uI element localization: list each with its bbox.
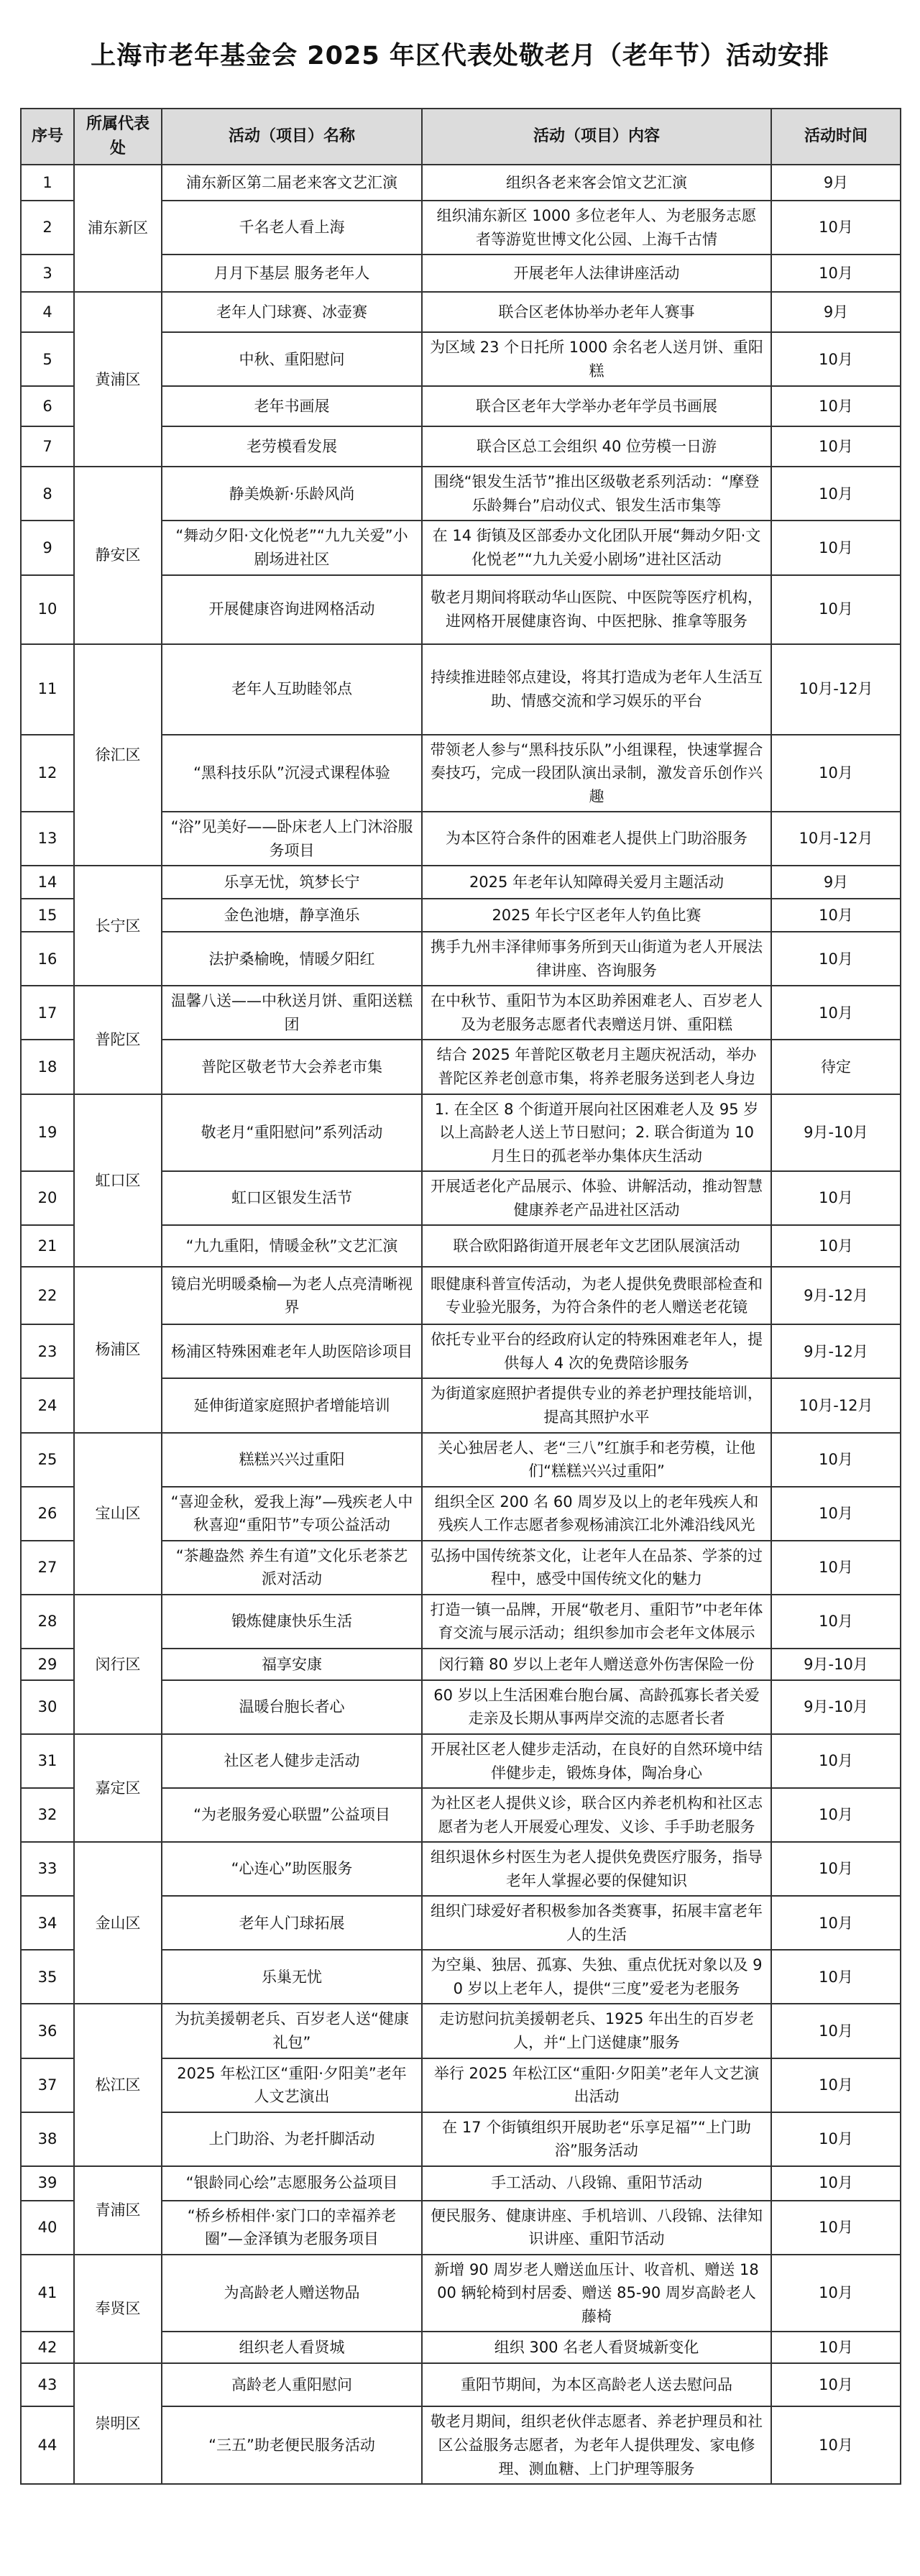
- activity-content: 敬老月期间将联动华山医院、中医院等医疗机构，进网格开展健康咨询、中医把脉、推拿等服务: [422, 575, 771, 644]
- table-row: [21, 1433, 901, 1487]
- activity-name: 延伸街道家庭照护者增能培训: [162, 1378, 422, 1432]
- activity-name: 温馨八送——中秋送月饼、重阳送糕团: [162, 986, 422, 1040]
- activity-name: 浦东新区第二届老来客文艺汇演: [162, 165, 422, 201]
- district-cell: 嘉定区: [74, 1734, 162, 1842]
- district-cell: 崇明区: [74, 2363, 162, 2484]
- activity-content: 为区域 23 个日托所 1000 余名老人送月饼、重阳糕: [422, 332, 771, 386]
- row-number: 16: [21, 932, 74, 986]
- activity-content: 举行 2025 年松江区“重阳·夕阳美”老年人文艺演出活动: [422, 2058, 771, 2112]
- activity-time: 10月: [771, 986, 901, 1040]
- activity-content: 为社区老人提供义诊，联合区内养老机构和社区志愿者为老人开展爱心理发、义诊、手手助老服务: [422, 1788, 771, 1842]
- activity-content: 携手九州丰泽律师事务所到天山街道为老人开展法律讲座、咨询服务: [422, 932, 771, 986]
- district-cell: 宝山区: [74, 1433, 162, 1595]
- activity-name: “为老服务爱心联盟”公益项目: [162, 1788, 422, 1842]
- row-number: 26: [21, 1487, 74, 1541]
- activity-time: 10月: [771, 332, 901, 386]
- activity-name: “舞动夕阳·文化悦老”“九九关爱”小剧场进社区: [162, 521, 422, 574]
- activity-time: 10月: [771, 899, 901, 932]
- table-row: [21, 1595, 901, 1649]
- activity-content: 眼健康科普宣传活动，为老人提供免费眼部检查和专业验光服务，为符合条件的老人赠送老花镜: [422, 1267, 771, 1324]
- activity-time: 10月: [771, 386, 901, 426]
- row-number: 29: [21, 1649, 74, 1680]
- activity-name: “桥乡桥相伴·家门口的幸福养老圈”—金泽镇为老服务项目: [162, 2201, 422, 2255]
- activity-content: 结合 2025 年普陀区敬老月主题庆祝活动，举办普陀区养老创意市集，将养老服务送到老人身边: [422, 1040, 771, 1094]
- activity-content: 弘扬中国传统茶文化，让老年人在品茶、学茶的过程中，感受中国传统文化的魅力: [422, 1541, 771, 1595]
- activity-content: 开展社区老人健步走活动，在良好的自然环境中结伴健步走，锻炼身体，陶冶身心: [422, 1734, 771, 1788]
- row-number: 40: [21, 2201, 74, 2255]
- activity-name: 温暖台胞长者心: [162, 1680, 422, 1734]
- activity-content: 关心独居老人、老“三八”红旗手和老劳模，让他们“糕糕兴兴过重阳”: [422, 1433, 771, 1487]
- activity-name: 敬老月“重阳慰问”系列活动: [162, 1094, 422, 1172]
- row-number: 37: [21, 2058, 74, 2112]
- activity-name: 老年人门球赛、冰壶赛: [162, 292, 422, 332]
- activity-name: “浴”见美好——卧床老人上门沐浴服务项目: [162, 812, 422, 866]
- row-number: 8: [21, 467, 74, 521]
- activity-name: 月月下基层 服务老年人: [162, 255, 422, 292]
- activity-name: “黑科技乐队”沉浸式课程体验: [162, 735, 422, 812]
- row-number: 25: [21, 1433, 74, 1487]
- row-number: 4: [21, 292, 74, 332]
- table-body: [21, 165, 901, 2484]
- district-cell: 长宁区: [74, 866, 162, 986]
- activity-name: 老劳模看发展: [162, 426, 422, 467]
- activity-content: 组织浦东新区 1000 多位老年人、为老服务志愿者等游览世博文化公园、上海千古情: [422, 201, 771, 255]
- activity-name: 普陀区敬老节大会养老市集: [162, 1040, 422, 1094]
- row-number: 9: [21, 521, 74, 574]
- activity-content: 新增 90 周岁老人赠送血压计、收音机、赠送 1800 辆轮椅到村居委、赠送 85-90 周岁高龄老人藤椅: [422, 2255, 771, 2332]
- activity-time: 9月-10月: [771, 1094, 901, 1172]
- district-cell: 杨浦区: [74, 1267, 162, 1432]
- table-row: [21, 292, 901, 332]
- table-row: [21, 1094, 901, 1172]
- activity-time: 9月-12月: [771, 1267, 901, 1324]
- activity-name: 糕糕兴兴过重阳: [162, 1433, 422, 1487]
- activity-content: 在 14 街镇及区部委办文化团队开展“舞动夕阳·文化悦老”“九九关爱小剧场”进社区活动: [422, 521, 771, 574]
- activity-time: 10月: [771, 1896, 901, 1950]
- district-cell: 普陀区: [74, 986, 162, 1094]
- row-number: 13: [21, 812, 74, 866]
- activity-time: 10月: [771, 2112, 901, 2166]
- district-cell: 虹口区: [74, 1094, 162, 1268]
- activity-time: 10月: [771, 2332, 901, 2363]
- row-number: 22: [21, 1267, 74, 1324]
- row-number: 41: [21, 2255, 74, 2332]
- activity-time: 10月: [771, 1433, 901, 1487]
- activity-name: 开展健康咨询进网格活动: [162, 575, 422, 644]
- row-number: 43: [21, 2363, 74, 2406]
- row-number: 24: [21, 1378, 74, 1432]
- activity-content: 联合区老体协举办老年人赛事: [422, 292, 771, 332]
- activity-name: 为高龄老人赠送物品: [162, 2255, 422, 2332]
- activity-content: 重阳节期间，为本区高龄老人送去慰问品: [422, 2363, 771, 2406]
- row-number: 18: [21, 1040, 74, 1094]
- activity-content: 2025 年老年认知障碍关爱月主题活动: [422, 866, 771, 899]
- activity-time: 10月: [771, 2058, 901, 2112]
- activity-time: 10月: [771, 1734, 901, 1788]
- activity-name: 虹口区银发生活节: [162, 1171, 422, 1225]
- activity-content: 为本区符合条件的困难老人提供上门助浴服务: [422, 812, 771, 866]
- row-number: 7: [21, 426, 74, 467]
- schedule-table: [20, 108, 901, 2485]
- activity-time: 9月-10月: [771, 1680, 901, 1734]
- header-activity-content: 活动（项目）内容: [422, 109, 771, 165]
- activity-content: 在 17 个街镇组织开展助老“乐享足福”“上门助浴”服务活动: [422, 2112, 771, 2166]
- district-cell: 松江区: [74, 2004, 162, 2165]
- activity-content: 60 岁以上生活困难台胞台属、高龄孤寡长者关爱走亲及长期从事两岸交流的志愿者长者: [422, 1680, 771, 1734]
- activity-name: 老年人门球拓展: [162, 1896, 422, 1950]
- activity-content: 1. 在全区 8 个街道开展向社区困难老人及 95 岁以上高龄老人送上节日慰问；2. 联合街道为 10 月生日的孤老举办集体庆生活动: [422, 1094, 771, 1172]
- activity-name: “心连心”助医服务: [162, 1842, 422, 1896]
- row-number: 32: [21, 1788, 74, 1842]
- district-cell: 青浦区: [74, 2166, 162, 2255]
- activity-time: 10月: [771, 521, 901, 574]
- activity-time: 10月: [771, 932, 901, 986]
- activity-time: 10月: [771, 255, 901, 292]
- activity-time: 10月: [771, 2363, 901, 2406]
- activity-content: 开展适老化产品展示、体验、讲解活动，推动智慧健康养老产品进社区活动: [422, 1171, 771, 1225]
- activity-time: 9月: [771, 292, 901, 332]
- activity-name: 组织老人看贤城: [162, 2332, 422, 2363]
- row-number: 6: [21, 386, 74, 426]
- activity-name: 福享安康: [162, 1649, 422, 1680]
- table-row: [21, 165, 901, 201]
- activity-name: 2025 年松江区“重阳·夕阳美”老年人文艺演出: [162, 2058, 422, 2112]
- activity-time: 10月: [771, 2004, 901, 2058]
- table-row: [21, 1734, 901, 1788]
- table-row: [21, 2004, 901, 2058]
- activity-time: 10月: [771, 1950, 901, 2004]
- row-number: 20: [21, 1171, 74, 1225]
- activity-content: 持续推进睦邻点建设，将其打造成为老年人生活互助、情感交流和学习娱乐的平台: [422, 644, 771, 735]
- activity-name: 乐巢无忧: [162, 1950, 422, 2004]
- activity-content: 组织全区 200 名 60 周岁及以上的老年残疾人和残疾人工作志愿者参观杨浦滨江北外滩沿线风光: [422, 1487, 771, 1541]
- row-number: 42: [21, 2332, 74, 2363]
- activity-time: 10月: [771, 735, 901, 812]
- activity-time: 10月: [771, 2166, 901, 2201]
- activity-name: “银龄同心绘”志愿服务公益项目: [162, 2166, 422, 2201]
- activity-name: 静美焕新·乐龄风尚: [162, 467, 422, 521]
- activity-time: 9月-10月: [771, 1649, 901, 1680]
- header-no: 序号: [21, 109, 74, 165]
- row-number: 2: [21, 201, 74, 255]
- activity-name: 为抗美援朝老兵、百岁老人送“健康礼包”: [162, 2004, 422, 2058]
- row-number: 10: [21, 575, 74, 644]
- activity-name: “喜迎金秋，爱我上海”—残疾老人中秋喜迎“重阳节”专项公益活动: [162, 1487, 422, 1541]
- header-activity-name: 活动（项目）名称: [162, 109, 422, 165]
- activity-name: 镜启光明暖桑榆—为老人点亮清晰视界: [162, 1267, 422, 1324]
- activity-content: 便民服务、健康讲座、手机培训、八段锦、法律知识讲座、重阳节活动: [422, 2201, 771, 2255]
- row-number: 30: [21, 1680, 74, 1734]
- activity-time: 10月: [771, 201, 901, 255]
- activity-time: 10月: [771, 575, 901, 644]
- activity-time: 9月: [771, 165, 901, 201]
- district-cell: 静安区: [74, 467, 162, 643]
- activity-name: 社区老人健步走活动: [162, 1734, 422, 1788]
- activity-time: 10月: [771, 1788, 901, 1842]
- row-number: 27: [21, 1541, 74, 1595]
- activity-name: 乐享无忧，筑梦长宁: [162, 866, 422, 899]
- activity-time: 10月: [771, 467, 901, 521]
- activity-time: 10月-12月: [771, 1378, 901, 1432]
- activity-content: 打造一镇一品牌，开展“敬老月、重阳节”中老年体育交流与展示活动；组织参加市会老年文体展示: [422, 1595, 771, 1649]
- activity-name: 上门助浴、为老扦脚活动: [162, 2112, 422, 2166]
- activity-name: 金色池塘，静享渔乐: [162, 899, 422, 932]
- row-number: 38: [21, 2112, 74, 2166]
- activity-time: 10月: [771, 2406, 901, 2484]
- row-number: 34: [21, 1896, 74, 1950]
- activity-time: 10月: [771, 1842, 901, 1896]
- activity-content: 联合欧阳路街道开展老年文艺团队展演活动: [422, 1225, 771, 1267]
- activity-time: 9月-12月: [771, 1324, 901, 1378]
- activity-time: 9月: [771, 866, 901, 899]
- table-header-row: [21, 109, 901, 165]
- activity-time: 10月: [771, 2255, 901, 2332]
- activity-time: 10月: [771, 2201, 901, 2255]
- activity-time: 10月: [771, 1595, 901, 1649]
- activity-content: 为街道家庭照护者提供专业的养老护理技能培训，提高其照护水平: [422, 1378, 771, 1432]
- activity-name: 高龄老人重阳慰问: [162, 2363, 422, 2406]
- activity-content: 联合区总工会组织 40 位劳模一日游: [422, 426, 771, 467]
- activity-content: 手工活动、八段锦、重阳节活动: [422, 2166, 771, 2201]
- row-number: 15: [21, 899, 74, 932]
- activity-name: “茶趣盎然 养生有道”文化乐老茶艺派对活动: [162, 1541, 422, 1595]
- activity-name: 老年书画展: [162, 386, 422, 426]
- table-row: [21, 2255, 901, 2332]
- district-cell: 金山区: [74, 1842, 162, 2004]
- activity-name: 老年人互助睦邻点: [162, 644, 422, 735]
- row-number: 5: [21, 332, 74, 386]
- district-cell: 徐汇区: [74, 644, 162, 866]
- row-number: 1: [21, 165, 74, 201]
- activity-time: 10月-12月: [771, 812, 901, 866]
- row-number: 28: [21, 1595, 74, 1649]
- activity-time: 10月: [771, 1171, 901, 1225]
- row-number: 39: [21, 2166, 74, 2201]
- row-number: 3: [21, 255, 74, 292]
- district-cell: 奉贤区: [74, 2255, 162, 2364]
- district-cell: 浦东新区: [74, 165, 162, 292]
- header-activity-time: 活动时间: [771, 109, 901, 165]
- table-row: [21, 1842, 901, 1896]
- activity-content: 闵行籍 80 岁以上老年人赠送意外伤害保险一份: [422, 1649, 771, 1680]
- row-number: 17: [21, 986, 74, 1040]
- row-number: 21: [21, 1225, 74, 1267]
- district-cell: 黄浦区: [74, 292, 162, 467]
- row-number: 12: [21, 735, 74, 812]
- activity-content: 组织 300 名老人看贤城新变化: [422, 2332, 771, 2363]
- activity-content: 联合区老年大学举办老年学员书画展: [422, 386, 771, 426]
- activity-content: 走访慰问抗美援朝老兵、1925 年出生的百岁老人，并“上门送健康”服务: [422, 2004, 771, 2058]
- header-district: 所属代表处: [74, 109, 162, 165]
- activity-time: 10月: [771, 426, 901, 467]
- activity-name: 千名老人看上海: [162, 201, 422, 255]
- row-number: 35: [21, 1950, 74, 2004]
- table-row: [21, 644, 901, 735]
- row-number: 11: [21, 644, 74, 735]
- activity-name: “三五”助老便民服务活动: [162, 2406, 422, 2484]
- activity-name: “九九重阳，情暖金秋”文艺汇演: [162, 1225, 422, 1267]
- activity-time: 10月: [771, 1541, 901, 1595]
- table-row: [21, 1267, 901, 1324]
- row-number: 14: [21, 866, 74, 899]
- table-row: [21, 467, 901, 521]
- activity-content: 组织退休乡村医生为老人提供免费医疗服务，指导老年人掌握必要的保健知识: [422, 1842, 771, 1896]
- activity-time: 10月: [771, 1487, 901, 1541]
- document-title: 上海市老年基金会 2025 年区代表处敬老月（老年节）活动安排: [91, 42, 829, 70]
- activity-content: 组织各老来客会馆文艺汇演: [422, 165, 771, 201]
- activity-content: 依托专业平台的经政府认定的特殊困难老年人，提供每人 4 次的免费陪诊服务: [422, 1324, 771, 1378]
- activity-time: 10月-12月: [771, 644, 901, 735]
- activity-content: 带领老人参与“黑科技乐队”小组课程，快速掌握合奏技巧，完成一段团队演出录制，激发音乐创作兴趣: [422, 735, 771, 812]
- activity-content: 为空巢、独居、孤寡、失独、重点优抚对象以及 90 岁以上老年人，提供“三度”爱老为老服务: [422, 1950, 771, 2004]
- row-number: 33: [21, 1842, 74, 1896]
- activity-name: 杨浦区特殊困难老年人助医陪诊项目: [162, 1324, 422, 1378]
- table-row: [21, 986, 901, 1040]
- activity-name: 锻炼健康快乐生活: [162, 1595, 422, 1649]
- activity-content: 开展老年人法律讲座活动: [422, 255, 771, 292]
- activity-content: 2025 年长宁区老年人钓鱼比赛: [422, 899, 771, 932]
- activity-time: 10月: [771, 1225, 901, 1267]
- district-cell: 闵行区: [74, 1595, 162, 1734]
- activity-name: 中秋、重阳慰问: [162, 332, 422, 386]
- activity-content: 围绕“银发生活节”推出区级敬老系列活动：“摩登乐龄舞台”启动仪式、银发生活市集等: [422, 467, 771, 521]
- activity-content: 敬老月期间，组织老伙伴志愿者、养老护理员和社区公益服务志愿者，为老年人提供理发、家电修理、测血糖、上门护理等服务: [422, 2406, 771, 2484]
- activity-content: 组织门球爱好者积极参加各类赛事，拓展丰富老年人的生活: [422, 1896, 771, 1950]
- activity-content: 在中秋节、重阳节为本区助养困难老人、百岁老人及为老服务志愿者代表赠送月饼、重阳糕: [422, 986, 771, 1040]
- activity-time: 待定: [771, 1040, 901, 1094]
- row-number: 36: [21, 2004, 74, 2058]
- table-row: [21, 2166, 901, 2201]
- row-number: 23: [21, 1324, 74, 1378]
- table-row: [21, 2363, 901, 2406]
- row-number: 31: [21, 1734, 74, 1788]
- activity-name: 法护桑榆晚，情暖夕阳红: [162, 932, 422, 986]
- row-number: 19: [21, 1094, 74, 1172]
- row-number: 44: [21, 2406, 74, 2484]
- table-row: [21, 866, 901, 899]
